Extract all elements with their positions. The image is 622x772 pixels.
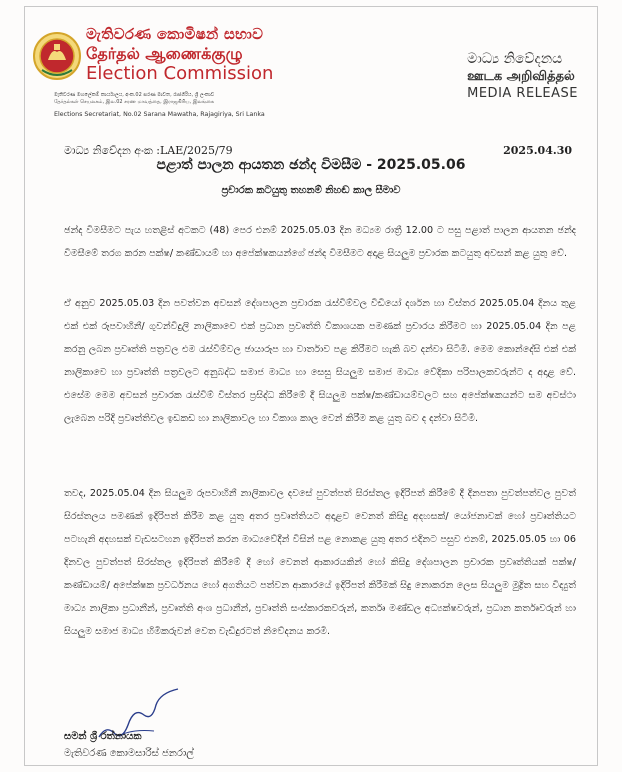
reference-line [64, 144, 584, 158]
paragraph-2: ඒ අනුව 2025.05.03 දින පවත්වන අවසන් දේශපාලන ප්‍රචාරක රැස්වීම්වල වීඩියෝ දර්ශන හා විස්තර 2025.05.04 දිනය තුළ එක් එක් රූපවාහිනී/ ගුවන්විදුලි නාලිකාවෙ එක් ප්‍රධාන ප්‍රවෘත්ති විකාශයක පමණක් ප්‍රචාරය කිරීමට හා 2025.05.04 දින පළ කරනු ලබන ප්‍රවෘත්ති පත්‍රවල එම රැස්වීම්වල ඡායාරූප හා වාර්තාව පළ කිරීමට හැකි බව දන්වා සිටිමි. මෙම කොන්දේසි එක් එක් නාලිකාවෙ හා ප්‍රවෘත්ති පත්‍රවලට අනුබද්ධ සමාජ මාධ්‍ය හා සෙසු සියලුම සමාජ මාධ්‍ය වේදිකා පරිපාලකවරුන්ට ද අදාළ වේ. එසේම මෙම අවසන් ප්‍රචාරක රැස්වීම් විස්තර ප්‍රසිද්ධ කිරීමේ දී සියලුම පක්ෂ/කණ්ඩායම්වලට සහ අපේක්ෂකයන්ට සම අවස්ථා ලැබෙන පරිදි ප්‍රවෘත්තිවල ඉඩකඩ හා නාලිකාවල හා විකාශ කාල වෙන් කිරීම කළ යුතු බව ද දන්වා සිටිමි. [64, 298, 576, 424]
address-tamil: தேர்தல்கள் செயலகம், இல.02 சரண மாவத்தை, இராஜகிரிய, இலங்கை [54, 99, 215, 105]
address-block [54, 92, 264, 106]
org-name-sinhala: මැතිවරණ කොමිෂන් සභාව [86, 25, 264, 43]
address-english: Elections Secretariat, No.02 Sarana Mawatha, Rajagiriya, Sri Lanka [54, 111, 265, 118]
page-subtitle: ප්‍රචාරක කටයුතු තහනම් නිහඬ කාල සීමාව [221, 185, 401, 196]
page-title: පළාත් පාලන ආයතන ඡන්ද විමසීම - 2025.05.06 [156, 157, 466, 173]
paragraph-1: ඡන්ද විමසීමට පැය හතළිස් අටකට (48) පෙර එනම් 2025.05.03 දින මධ්‍යම රාත්‍රී 12.00 ට පසු පළාත් පාලන ආයතන ඡන්ද විමසීමේ තරග කරන පක්ෂ/ කණ්ඩායම් හා අපේක්ෂකයන්ගේ ඡන්ද විමසීමට අදාළ සියලුම ප්‍රචාරක කටයුතු අවසන් කළ යුතු වේ. [64, 225, 576, 259]
sri-lanka-emblem-icon [32, 30, 82, 82]
org-name-tamil: தேர்தல் ஆணைக்குழு [86, 44, 243, 63]
release-date: 2025.04.30 [503, 144, 572, 157]
org-name-english: Election Commission [86, 63, 274, 84]
letterhead [30, 20, 592, 120]
media-release-label [467, 50, 578, 103]
paragraph-3: තවද, 2025.05.04 දින සියලුම රූපවාහිනී නාලිකාවල දවසේ පුවත්පත් සිරස්තල ඉදිරිපත් කිරීමේ දී දිනපතා පුවත්පත්වල පුවත් සිරස්තලය පමණක් ඉදිරිපත් කිරීම කළ යුතු අතර ප්‍රවෘත්තියට අදාළව වෙනත් කිසිදු අදහසක්/ යෝජනාවක් හෝ ප්‍රවෘත්තියට පටහැනි අදහසක් වැඩසටහන ඉදිරිපත් කරන මාධ්‍යවේදීන් විසින් පළ නොකළ යුතු අතර එදිනට පසුව එනම්, 2025.05.05 හා 06 දිනවල පුවත්පත් සිරස්තල ඉදිරිපත් කිරීමේ දී හෝ වෙනත් ආකාරයකින් හෝ කිසිදු දේශපාලන ප්‍රචාරක ප්‍රවෘත්තියක් පක්ෂ/ කණ්ඩායම්/ අපේක්ෂක ප්‍රවර්ධනය හෝ අගතියට පත්වන ආකාරයේ ඉදිරිපත් කිරීමක් සිදු නොකරන ලෙස සියලුම මුද්‍රිත සහ විද්‍යුත් මාධ්‍ය නාලිකා ප්‍රධානීන්, ප්‍රවෘත්ති අංශ ප්‍රධානීන්, ප්‍රවෘත්ති සංස්කාරකවරුන්, කර්තෘ මණ්ඩල අධ්‍යක්ෂවරුන්, ප්‍රධාන කර්තෘවරුන් හා සියලුම සමාජ මාධ්‍ය හිමිකරුවන් වෙත වැඩිදුරටත් නිවේදනය කරමි. [64, 488, 576, 637]
address-sinhala: මැතිවරණ මහලේකම් කාර්යාලය, අංක.02 සරණ මාවත, රාජගිරිය, ශ්‍රී ලංකාව [54, 92, 215, 98]
release-english: MEDIA RELEASE [467, 86, 578, 101]
signatory-name: සමන් ශ්‍රී රත්නායක [64, 731, 142, 742]
signatory-title: මැතිවරණ කොමසාරිස් ජනරාල් [64, 748, 194, 759]
reference-number: මාධ්‍ය නිවේදන අංක :LAE/2025/79 [64, 144, 233, 157]
release-tamil: ஊடக அறிவித்தல் [467, 69, 575, 84]
release-sinhala: මාධ්‍ය නිවේදනය [467, 51, 563, 67]
organization-names [86, 24, 273, 84]
signature-block [64, 685, 264, 759]
